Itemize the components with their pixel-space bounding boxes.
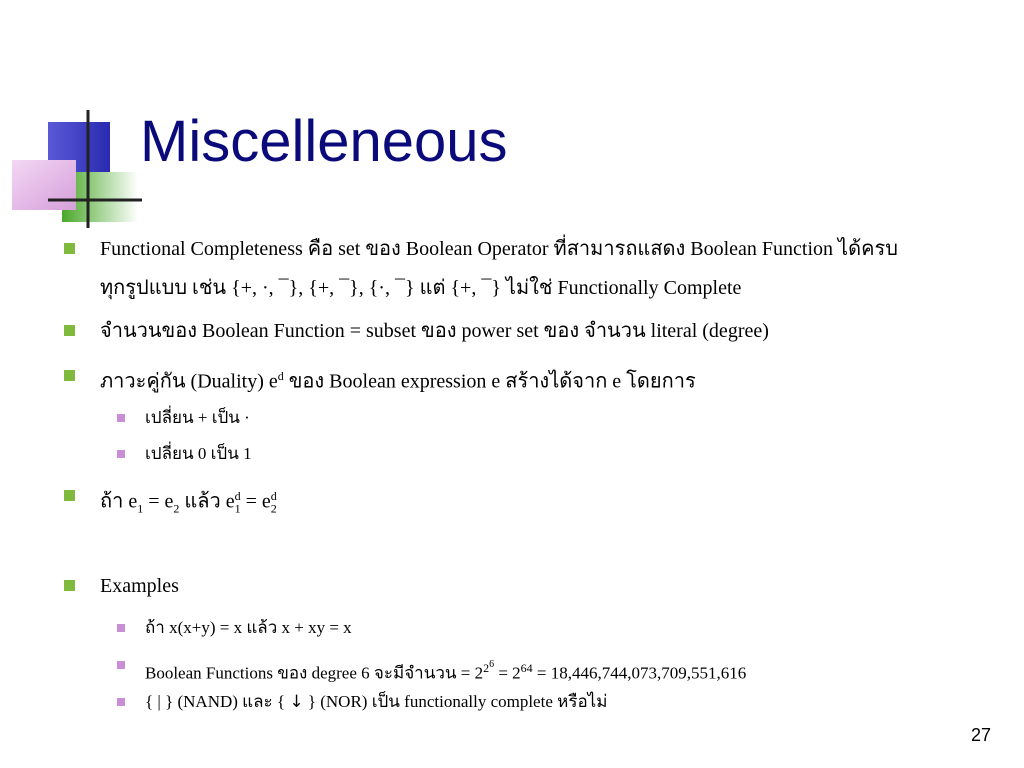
b4-d2: d: [270, 489, 277, 503]
sub-bullet-2: เปลี่ยน 0 เป็น 1: [145, 444, 252, 463]
bullet-3: [100, 357, 696, 401]
bullet-marker: [64, 580, 75, 591]
ex2-s1: 2: [483, 661, 490, 675]
ex2-s3: 64: [520, 661, 533, 675]
sub-bullet-marker: [117, 414, 125, 422]
b4-d1: d: [234, 489, 241, 503]
b4-s2: 2: [173, 501, 180, 516]
sub-bullet-marker: [117, 698, 125, 706]
bullet-4: [100, 477, 277, 528]
down-arrow-icon: ↓: [289, 692, 304, 712]
sub-bullet-marker: [117, 624, 125, 632]
ex2-s2: 6: [489, 659, 495, 670]
example-1: ถ้า x(x+y) = x แล้ว x + xy = x: [145, 618, 352, 637]
ex2-a: Boolean Functions ของ degree 6 จะมีจำนวน = 2: [145, 663, 484, 683]
bullet-1-line-2: ทุกรูปแบบ เช่น {+, ·, ¯}, {+, ¯}, {·, ¯} แต่ {+, ¯} ไม่ใช่ Functionally Complete: [100, 277, 742, 299]
ex3-a: { | } (NAND) และ {: [145, 692, 290, 711]
page-number: 27: [970, 725, 991, 745]
b4-s1: 1: [137, 501, 144, 516]
bullet-marker: [64, 325, 75, 336]
b4-s3: 1: [234, 501, 241, 516]
ex3-b: } (NOR) เป็น functionally complete หรือไม่: [303, 692, 608, 711]
bullet-3-post: ของ Boolean expression e สร้างได้จาก e โดยการ: [283, 370, 696, 393]
bullet-marker: [64, 243, 75, 254]
bullet-5: Examples: [100, 575, 179, 597]
b4-d: = e: [240, 490, 271, 513]
bullet-1-line-1: Functional Completeness คือ set ของ Boolean Operator ที่สามารถแสดง Boolean Function ได้ครบ: [100, 238, 898, 260]
example-3: [145, 683, 607, 721]
slide-title: Miscelleneous: [140, 109, 508, 174]
b4-c: แล้ว e: [179, 490, 235, 513]
sub-bullet-marker: [117, 450, 125, 458]
b4-s4: 2: [270, 501, 277, 516]
ex2-power: [483, 661, 494, 675]
bullet-marker: [64, 490, 75, 501]
bullet-2: จำนวนของ Boolean Function = subset ของ power set ของ จำนวน literal (degree): [100, 320, 769, 342]
bullet-3-pre: ภาวะคู่กัน (Duality) e: [100, 370, 278, 393]
bullet-marker: [64, 370, 75, 381]
b4-b: = e: [143, 490, 174, 513]
ex2-b: = 2: [494, 663, 521, 683]
sub-bullet-1: เปลี่ยน + เป็น ·: [145, 408, 250, 427]
bullet-3-sup: d: [277, 369, 284, 383]
ex2-c: = 18,446,744,073,709,551,616: [532, 663, 747, 683]
b4-a: ถ้า e: [100, 490, 138, 513]
sub-bullet-marker: [117, 661, 125, 669]
